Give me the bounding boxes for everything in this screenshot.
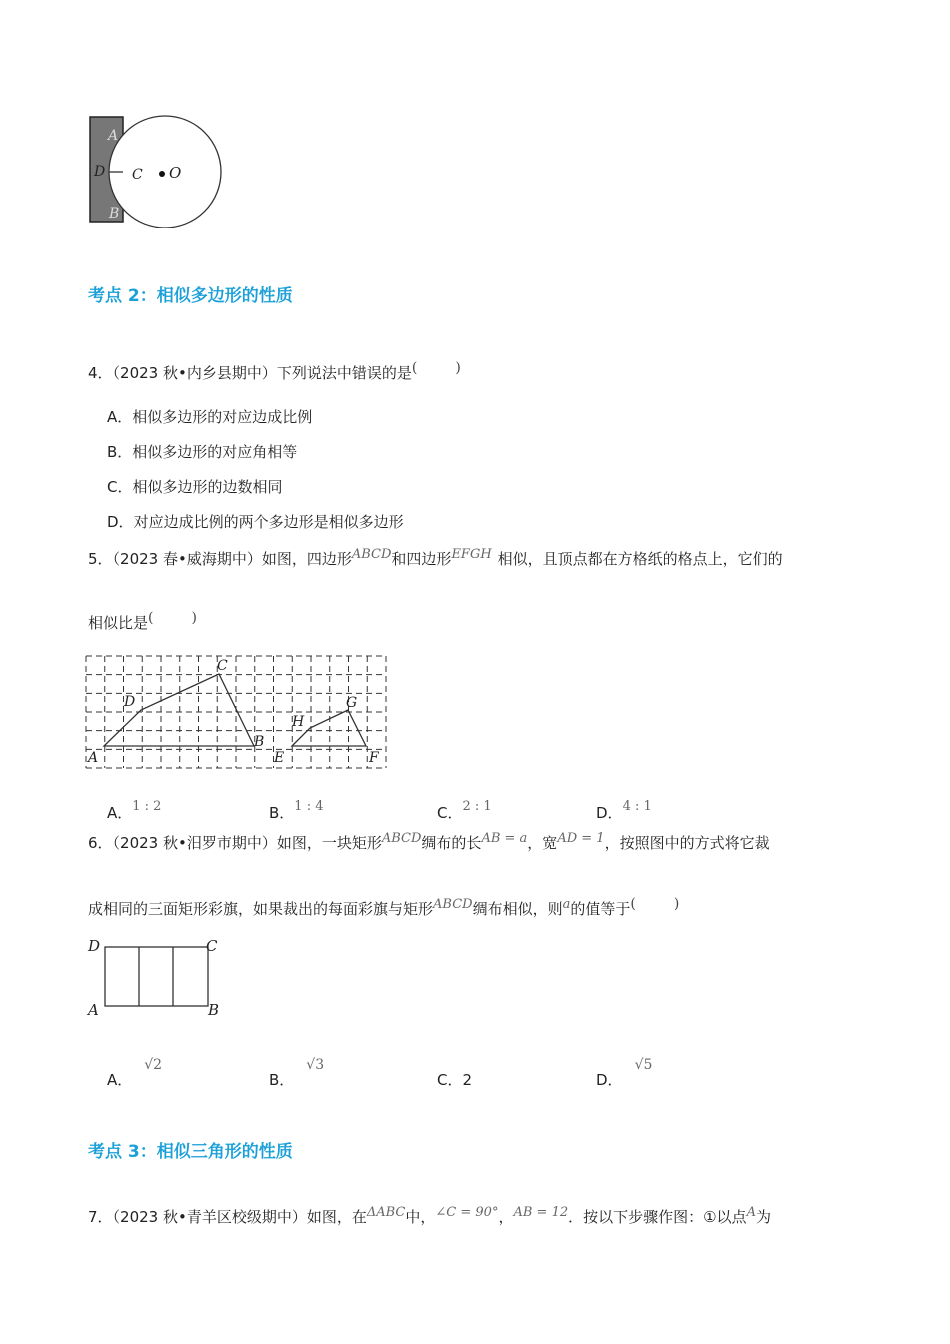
question-5-option-a: A．1 : 2 bbox=[107, 799, 162, 822]
answer-paren-close: ) bbox=[455, 360, 461, 376]
question-source: （2023 秋•汨罗市期中） bbox=[112, 834, 277, 852]
question-4-option-a: A．相似多边形的对应边成比例 bbox=[107, 408, 313, 426]
question-4-stem bbox=[88, 362, 461, 383]
center-point bbox=[159, 171, 165, 177]
label-f: F bbox=[369, 750, 379, 766]
question-5-option-b: B．1 : 4 bbox=[269, 799, 324, 822]
quad-abcd bbox=[104, 674, 254, 746]
question-6-option-c: C．2 bbox=[437, 1071, 473, 1089]
label-o: O bbox=[169, 164, 182, 182]
label-b: B bbox=[109, 206, 120, 222]
figure-circle-rectangle bbox=[80, 108, 240, 228]
question-number: 4． bbox=[88, 364, 113, 382]
label-b: B bbox=[208, 1001, 220, 1019]
question-4-option-c: C．相似多边形的边数相同 bbox=[107, 478, 283, 496]
question-5-option-d: D．4 : 1 bbox=[596, 799, 652, 822]
label-c: C bbox=[217, 658, 228, 674]
question-5-stem: 5．（2023 春•威海期中）如图，四边形ABCD和四边形EFGH 相似，且顶点都在方格纸的格点上，它们的 bbox=[88, 547, 783, 568]
rectangle-abcd bbox=[105, 947, 208, 1006]
answer-paren-open: ( bbox=[411, 360, 418, 376]
question-7-stem: 7．（2023 秋•青羊区校级期中）如图，在ΔABC中，∠C = 90°，AB = 12．按以下步骤作图：①以点A为 bbox=[88, 1205, 771, 1226]
label-d: D bbox=[94, 164, 106, 180]
label-d: D bbox=[124, 694, 136, 710]
label-a: A bbox=[88, 750, 99, 766]
question-source: （2023 春•威海期中） bbox=[112, 550, 262, 568]
question-4-option-d: D．对应边成比例的两个多边形是相似多边形 bbox=[107, 513, 404, 531]
question-6-option-d: D．√5 bbox=[596, 1057, 653, 1089]
question-5-option-c: C．2 : 1 bbox=[437, 799, 492, 822]
label-a: A bbox=[88, 1001, 99, 1019]
label-d: D bbox=[88, 937, 101, 955]
question-number: 6． bbox=[88, 834, 113, 852]
question-6-option-a: A．√2 bbox=[107, 1057, 163, 1089]
section-heading-2: 考点 2：相似多边形的性质 bbox=[88, 286, 293, 306]
question-source: （2023 秋•青羊区校级期中） bbox=[112, 1208, 307, 1226]
question-6-stem: 6．（2023 秋•汨罗市期中）如图，一块矩形ABCD绸布的长AB = a，宽AD = 1，按照图中的方式将它裁 bbox=[88, 831, 770, 852]
label-c: C bbox=[206, 937, 218, 955]
question-5-stem-line2: 相似比是( ) bbox=[88, 610, 197, 632]
grid-lines bbox=[86, 656, 386, 768]
label-e: E bbox=[274, 750, 285, 766]
label-a: A bbox=[108, 128, 119, 144]
question-number: 7． bbox=[88, 1208, 113, 1226]
section-heading-3: 考点 3：相似三角形的性质 bbox=[88, 1142, 293, 1162]
label-b: B bbox=[254, 734, 265, 750]
question-text: 下列说法中错误的是 bbox=[276, 364, 412, 382]
figure-three-flags bbox=[84, 934, 234, 1024]
figure-grid-quadrilaterals bbox=[84, 652, 394, 770]
label-h: H bbox=[292, 714, 305, 730]
question-6-option-b: B．√3 bbox=[269, 1057, 325, 1089]
question-source: （2023 秋•内乡县期中） bbox=[112, 364, 277, 382]
question-4-option-b: B．相似多边形的对应角相等 bbox=[107, 443, 298, 461]
question-number: 5． bbox=[88, 550, 113, 568]
label-g: G bbox=[346, 695, 358, 711]
question-6-stem-line2: 成相同的三面矩形彩旗，如果裁出的每面彩旗与矩形ABCD绸布相似，则a的值等于( ) bbox=[88, 896, 680, 918]
circle-o bbox=[109, 116, 221, 228]
label-c: C bbox=[132, 167, 143, 183]
